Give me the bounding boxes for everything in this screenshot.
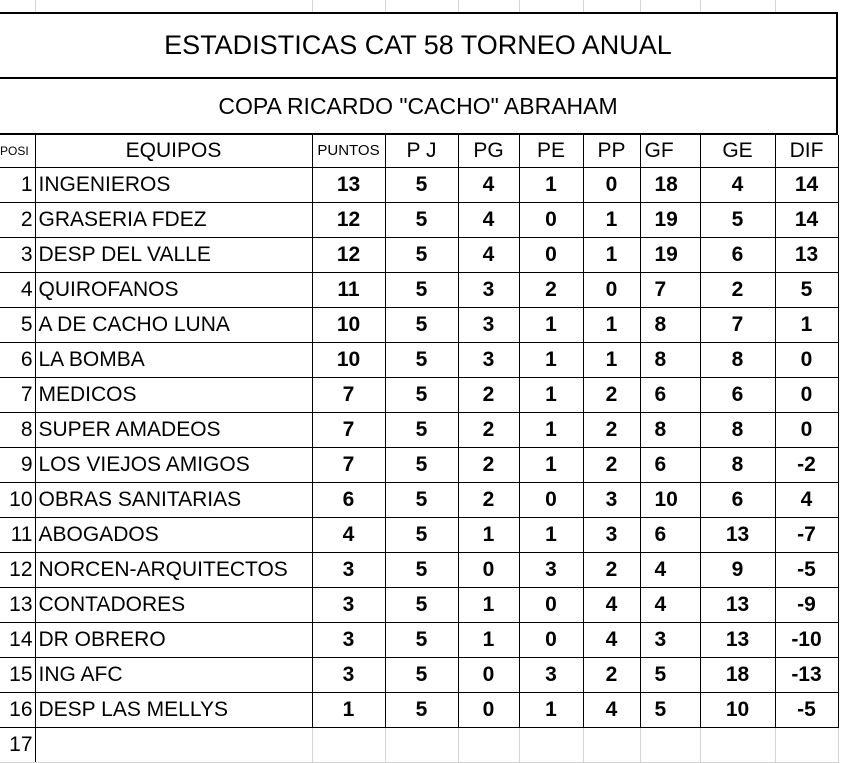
cell-pg: 2 bbox=[458, 412, 519, 447]
cell-points: 7 bbox=[312, 412, 385, 447]
cell-pp: 1 bbox=[583, 202, 640, 237]
cell-pe: 1 bbox=[519, 342, 583, 377]
cell-ge: 13 bbox=[700, 587, 775, 622]
table-row bbox=[0, 622, 838, 657]
table-row bbox=[0, 202, 838, 237]
cell-dif: -10 bbox=[775, 622, 838, 657]
cell-pos: 7 bbox=[0, 377, 35, 412]
cell-pos: 11 bbox=[0, 517, 35, 552]
table-row bbox=[0, 482, 838, 517]
cell-pe: 0 bbox=[519, 587, 583, 622]
cell-pj: 5 bbox=[385, 412, 458, 447]
cell-pp: 4 bbox=[583, 692, 640, 727]
cell-pg: 2 bbox=[458, 447, 519, 482]
cell-team: DESP DEL VALLE bbox=[35, 237, 312, 272]
cell-dif: 0 bbox=[775, 412, 838, 447]
cell-pg: 1 bbox=[458, 587, 519, 622]
gridline bbox=[519, 0, 520, 12]
header-pg: PG bbox=[458, 135, 519, 167]
cell-pe: 1 bbox=[519, 377, 583, 412]
cell-team: ABOGADOS bbox=[35, 517, 312, 552]
cell-ge: 18 bbox=[700, 657, 775, 692]
cell-pos: 3 bbox=[0, 237, 35, 272]
cell-pg: 2 bbox=[458, 482, 519, 517]
cell-pg: 4 bbox=[458, 237, 519, 272]
cell-pe: 1 bbox=[519, 167, 583, 202]
gridline bbox=[385, 0, 386, 12]
cell-pp: 4 bbox=[583, 622, 640, 657]
cell-pj: 5 bbox=[385, 377, 458, 412]
cell-team: A DE CACHO LUNA bbox=[35, 307, 312, 342]
cell-gf: 19 bbox=[640, 237, 700, 272]
cell-points: 12 bbox=[312, 202, 385, 237]
empty-cell bbox=[583, 727, 640, 762]
cell-pe: 0 bbox=[519, 202, 583, 237]
cell-pe: 1 bbox=[519, 517, 583, 552]
table-row bbox=[0, 342, 838, 377]
table-row bbox=[0, 587, 838, 622]
cell-points: 7 bbox=[312, 447, 385, 482]
cell-pos: 10 bbox=[0, 482, 35, 517]
table-row bbox=[0, 517, 838, 552]
cell-pp: 1 bbox=[583, 307, 640, 342]
table-row bbox=[0, 272, 838, 307]
cell-pg: 1 bbox=[458, 517, 519, 552]
cell-pj: 5 bbox=[385, 587, 458, 622]
header-ge: GE bbox=[700, 135, 775, 167]
row-number: 17 bbox=[0, 727, 35, 762]
cell-team: ING AFC bbox=[35, 657, 312, 692]
cell-dif: -2 bbox=[775, 447, 838, 482]
cell-pj: 5 bbox=[385, 622, 458, 657]
cell-gf: 4 bbox=[640, 587, 700, 622]
cell-team: LA BOMBA bbox=[35, 342, 312, 377]
gridline bbox=[458, 0, 459, 12]
header-row bbox=[0, 135, 838, 167]
cell-gf: 19 bbox=[640, 202, 700, 237]
empty-cell bbox=[640, 727, 700, 762]
cell-ge: 6 bbox=[700, 237, 775, 272]
cell-points: 3 bbox=[312, 552, 385, 587]
cell-pe: 1 bbox=[519, 447, 583, 482]
table-row bbox=[0, 167, 838, 202]
cell-points: 11 bbox=[312, 272, 385, 307]
cell-team: CONTADORES bbox=[35, 587, 312, 622]
cell-gf: 6 bbox=[640, 447, 700, 482]
cell-pp: 2 bbox=[583, 657, 640, 692]
cell-team: SUPER AMADEOS bbox=[35, 412, 312, 447]
cell-pp: 0 bbox=[583, 167, 640, 202]
cell-pe: 1 bbox=[519, 692, 583, 727]
cell-ge: 4 bbox=[700, 167, 775, 202]
gridline bbox=[583, 0, 584, 12]
standings-table bbox=[0, 135, 839, 763]
gridline bbox=[640, 0, 641, 12]
cell-points: 4 bbox=[312, 517, 385, 552]
sheet-title: ESTADISTICAS CAT 58 TORNEO ANUAL bbox=[0, 12, 838, 79]
cell-pe: 0 bbox=[519, 237, 583, 272]
cell-pj: 5 bbox=[385, 342, 458, 377]
cell-pg: 4 bbox=[458, 202, 519, 237]
cell-pp: 4 bbox=[583, 587, 640, 622]
cell-team: DESP LAS MELLYS bbox=[35, 692, 312, 727]
cell-gf: 10 bbox=[640, 482, 700, 517]
cell-pos: 6 bbox=[0, 342, 35, 377]
cell-ge: 6 bbox=[700, 377, 775, 412]
cell-ge: 8 bbox=[700, 342, 775, 377]
cell-points: 3 bbox=[312, 587, 385, 622]
empty-cell bbox=[312, 727, 385, 762]
cell-dif: -13 bbox=[775, 657, 838, 692]
header-team: EQUIPOS bbox=[35, 135, 312, 167]
table-row bbox=[0, 447, 838, 482]
cell-dif: 13 bbox=[775, 237, 838, 272]
cell-pg: 0 bbox=[458, 657, 519, 692]
header-pe: PE bbox=[519, 135, 583, 167]
cell-gf: 3 bbox=[640, 622, 700, 657]
table-row bbox=[0, 657, 838, 692]
empty-cell bbox=[385, 727, 458, 762]
cell-pg: 1 bbox=[458, 622, 519, 657]
cell-pos: 2 bbox=[0, 202, 35, 237]
gridline bbox=[775, 0, 776, 12]
cell-pos: 16 bbox=[0, 692, 35, 727]
cell-pos: 1 bbox=[0, 167, 35, 202]
cell-pe: 0 bbox=[519, 622, 583, 657]
table-row bbox=[0, 307, 838, 342]
cell-pos: 13 bbox=[0, 587, 35, 622]
cell-ge: 10 bbox=[700, 692, 775, 727]
cell-pj: 5 bbox=[385, 482, 458, 517]
cell-pj: 5 bbox=[385, 692, 458, 727]
cell-pp: 2 bbox=[583, 552, 640, 587]
cell-dif: 14 bbox=[775, 167, 838, 202]
table-row-empty bbox=[0, 727, 838, 762]
cell-pg: 3 bbox=[458, 272, 519, 307]
cell-team: INGENIEROS bbox=[35, 167, 312, 202]
table-row bbox=[0, 692, 838, 727]
cell-dif: -9 bbox=[775, 587, 838, 622]
cell-pos: 8 bbox=[0, 412, 35, 447]
cell-pp: 3 bbox=[583, 517, 640, 552]
table-row bbox=[0, 377, 838, 412]
cell-pe: 1 bbox=[519, 412, 583, 447]
cell-dif: 1 bbox=[775, 307, 838, 342]
table-row bbox=[0, 552, 838, 587]
cell-pj: 5 bbox=[385, 167, 458, 202]
cell-pg: 3 bbox=[458, 342, 519, 377]
table-row bbox=[0, 237, 838, 272]
gridline bbox=[312, 0, 313, 12]
cell-pos: 12 bbox=[0, 552, 35, 587]
cell-gf: 6 bbox=[640, 517, 700, 552]
cell-pos: 9 bbox=[0, 447, 35, 482]
cell-dif: 0 bbox=[775, 342, 838, 377]
cell-pj: 5 bbox=[385, 202, 458, 237]
cell-ge: 2 bbox=[700, 272, 775, 307]
header-pj: P J bbox=[385, 135, 458, 167]
header-gf: GF bbox=[640, 135, 700, 167]
cell-team: GRASERIA FDEZ bbox=[35, 202, 312, 237]
cell-pp: 3 bbox=[583, 482, 640, 517]
cell-pj: 5 bbox=[385, 552, 458, 587]
cell-pe: 1 bbox=[519, 307, 583, 342]
cell-team: QUIROFANOS bbox=[35, 272, 312, 307]
cell-pj: 5 bbox=[385, 657, 458, 692]
gridline bbox=[35, 0, 36, 12]
cell-ge: 8 bbox=[700, 447, 775, 482]
gridline bbox=[700, 0, 701, 12]
cell-points: 1 bbox=[312, 692, 385, 727]
cell-team: LOS VIEJOS AMIGOS bbox=[35, 447, 312, 482]
cell-gf: 6 bbox=[640, 377, 700, 412]
empty-cell bbox=[519, 727, 583, 762]
cell-pp: 2 bbox=[583, 412, 640, 447]
table-row bbox=[0, 412, 838, 447]
cell-pj: 5 bbox=[385, 517, 458, 552]
cell-points: 12 bbox=[312, 237, 385, 272]
cell-dif: -7 bbox=[775, 517, 838, 552]
cell-pj: 5 bbox=[385, 272, 458, 307]
cell-dif: -5 bbox=[775, 692, 838, 727]
cell-pg: 4 bbox=[458, 167, 519, 202]
cell-team: OBRAS SANITARIAS bbox=[35, 482, 312, 517]
cell-pg: 0 bbox=[458, 552, 519, 587]
cell-gf: 5 bbox=[640, 692, 700, 727]
header-dif: DIF bbox=[775, 135, 838, 167]
cell-points: 3 bbox=[312, 622, 385, 657]
cell-pj: 5 bbox=[385, 307, 458, 342]
cell-points: 3 bbox=[312, 657, 385, 692]
cell-ge: 7 bbox=[700, 307, 775, 342]
sheet-subtitle: COPA RICARDO "CACHO" ABRAHAM bbox=[0, 79, 838, 135]
cell-gf: 18 bbox=[640, 167, 700, 202]
header-points: PUNTOS bbox=[312, 135, 385, 167]
cell-dif: 5 bbox=[775, 272, 838, 307]
cell-pe: 3 bbox=[519, 552, 583, 587]
cell-pp: 1 bbox=[583, 237, 640, 272]
cell-pp: 0 bbox=[583, 272, 640, 307]
cell-pj: 5 bbox=[385, 237, 458, 272]
cell-ge: 13 bbox=[700, 517, 775, 552]
cell-points: 7 bbox=[312, 377, 385, 412]
empty-cell bbox=[458, 727, 519, 762]
header-pos: POSI bbox=[0, 135, 35, 167]
cell-ge: 13 bbox=[700, 622, 775, 657]
cell-pos: 15 bbox=[0, 657, 35, 692]
cell-dif: 14 bbox=[775, 202, 838, 237]
cell-pg: 2 bbox=[458, 377, 519, 412]
cell-pg: 3 bbox=[458, 307, 519, 342]
cell-gf: 8 bbox=[640, 342, 700, 377]
cell-points: 10 bbox=[312, 307, 385, 342]
cell-ge: 9 bbox=[700, 552, 775, 587]
cell-gf: 4 bbox=[640, 552, 700, 587]
cell-pp: 1 bbox=[583, 342, 640, 377]
empty-cell bbox=[35, 727, 312, 762]
cell-pe: 0 bbox=[519, 482, 583, 517]
header-pp: PP bbox=[583, 135, 640, 167]
cell-gf: 8 bbox=[640, 307, 700, 342]
cell-pg: 0 bbox=[458, 692, 519, 727]
cell-dif: 4 bbox=[775, 482, 838, 517]
cell-team: MEDICOS bbox=[35, 377, 312, 412]
cell-points: 6 bbox=[312, 482, 385, 517]
cell-dif: -5 bbox=[775, 552, 838, 587]
cell-gf: 7 bbox=[640, 272, 700, 307]
cell-gf: 8 bbox=[640, 412, 700, 447]
cell-ge: 8 bbox=[700, 412, 775, 447]
cell-pos: 4 bbox=[0, 272, 35, 307]
cell-pos: 14 bbox=[0, 622, 35, 657]
cell-dif: 0 bbox=[775, 377, 838, 412]
cell-team: DR OBRERO bbox=[35, 622, 312, 657]
cell-points: 10 bbox=[312, 342, 385, 377]
cell-pos: 5 bbox=[0, 307, 35, 342]
empty-cell bbox=[775, 727, 838, 762]
cell-pp: 2 bbox=[583, 447, 640, 482]
cell-gf: 5 bbox=[640, 657, 700, 692]
cell-ge: 5 bbox=[700, 202, 775, 237]
cell-ge: 6 bbox=[700, 482, 775, 517]
cell-pe: 3 bbox=[519, 657, 583, 692]
cell-pj: 5 bbox=[385, 447, 458, 482]
cell-points: 13 bbox=[312, 167, 385, 202]
empty-cell bbox=[700, 727, 775, 762]
cell-team: NORCEN-ARQUITECTOS bbox=[35, 552, 312, 587]
cell-pe: 2 bbox=[519, 272, 583, 307]
cell-pp: 2 bbox=[583, 377, 640, 412]
